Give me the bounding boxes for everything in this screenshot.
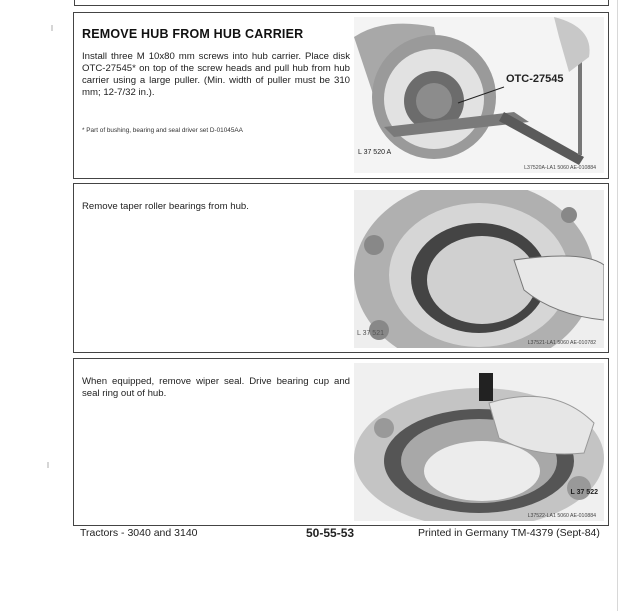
previous-section-box (74, 0, 609, 6)
seal-removal-photo (354, 363, 604, 521)
image-caption: L37521-LA1 5060 AE-010782 (527, 340, 596, 346)
seal-hub-drawing (354, 363, 604, 521)
bearing-hub-drawing (354, 190, 604, 348)
image-caption: L37522-LA1 5060 AE-010884 (527, 513, 596, 519)
plate-label: L 37 522 (570, 489, 598, 496)
callout-label: OTC-27545 (506, 73, 564, 85)
hub-puller-illustration (354, 17, 604, 173)
section-body: When equipped, remove wiper seal. Drive bearing cup and seal ring out of hub. (82, 376, 350, 399)
page-number: 50-55-53 (306, 526, 355, 540)
footer-model: Tractors - 3040 and 3140 (80, 527, 198, 539)
section-body: Remove taper roller bearings from hub. (82, 201, 249, 212)
section-remove-seal (73, 358, 609, 526)
plate-label: L 37 520 A (358, 149, 392, 156)
page-edge-line (617, 0, 618, 611)
bearing-removal-photo (354, 190, 604, 348)
section-title: REMOVE HUB FROM HUB CARRIER (82, 27, 304, 41)
section-remove-hub (73, 12, 609, 179)
section-footnote: * Part of bushing, bearing and seal driver set D-01045AA (82, 127, 243, 134)
section-remove-bearings (73, 183, 609, 353)
footer-print-info: Printed in Germany TM-4379 (Sept-84) (418, 527, 600, 539)
image-caption: L37520A-LA1 5060 AE-010884 (524, 165, 596, 171)
scan-speck (51, 25, 53, 31)
hub-puller-drawing (354, 17, 604, 173)
plate-label: L 37 521 (357, 330, 384, 337)
scan-speck (47, 462, 49, 468)
section-body: Install three M 10x80 mm screws into hub carrier. Place disk OTC-27545* on top of the screw heads and pull hub from hub carrier using a large puller. (Min. width of puller must be 310 mm; 12-7/32 in.). (82, 51, 350, 98)
